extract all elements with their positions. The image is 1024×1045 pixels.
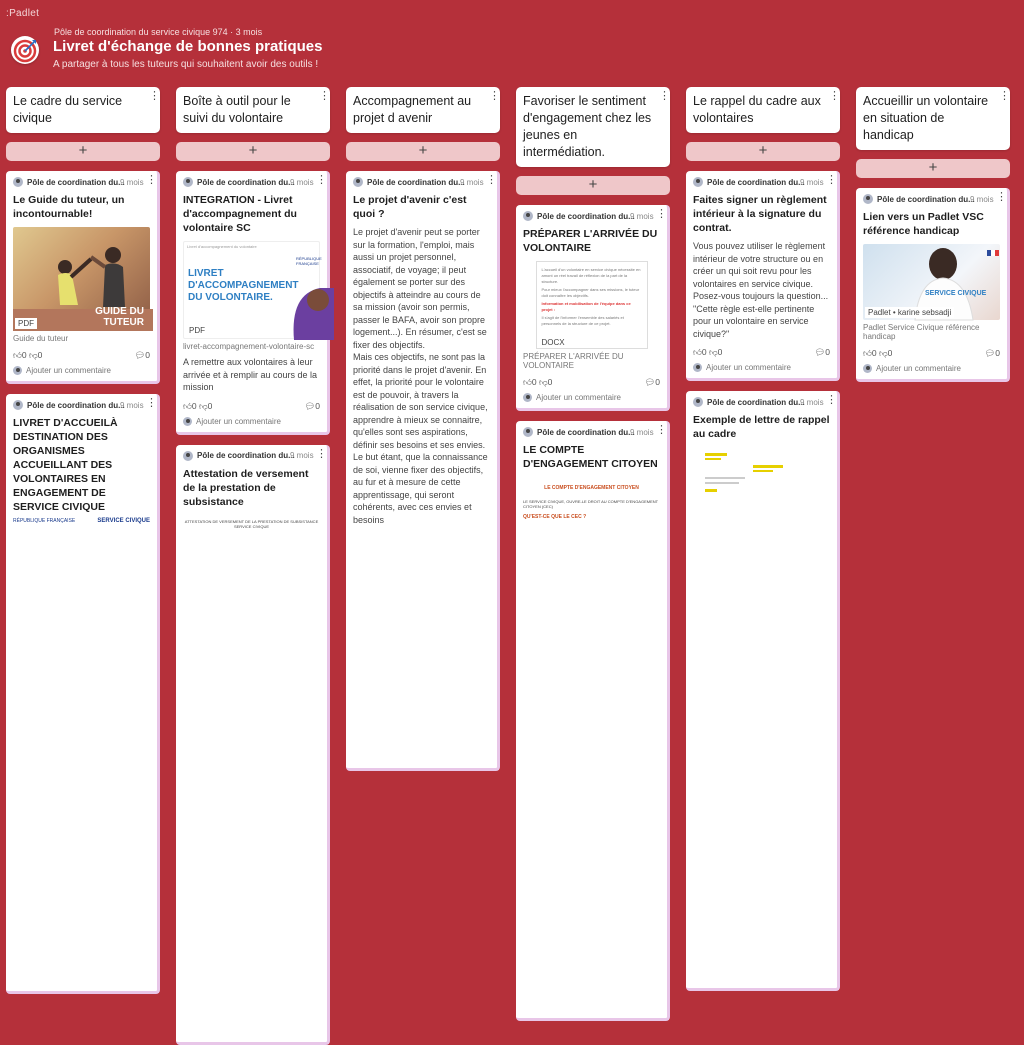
link-source: Padlet • karine sebsadji — [865, 307, 954, 318]
post-header — [13, 174, 157, 187]
post-time: 9 mois — [460, 177, 484, 187]
board-subtitle: A partager à tous les tuteurs qui souhaitent avoir des outils ! — [53, 59, 319, 70]
post-body: Vous pouvez utiliser le règlement intérieur de votre structure ou en créer un qui soit revu pour les volontaires en service civique. Posez-vous toujours la question... "Cette règle est-elle pertinente pour un volontaire en service civique?" — [693, 241, 829, 339]
like-count: 0 — [21, 350, 27, 360]
doc-line: L'accueil d'un volontaire en service civique nécessite en amont un réel travail de réflexion de la part de la structure. — [541, 267, 641, 284]
post-card[interactable] — [856, 188, 1010, 382]
column-engagement — [516, 87, 670, 1021]
avatar — [863, 194, 873, 204]
post-thumbnail[interactable] — [536, 261, 648, 349]
post-time: 9 mois — [800, 177, 824, 187]
avatar — [863, 364, 872, 373]
post-time: 9 mois — [630, 211, 654, 221]
column-title: Accueillir un volontaire en situation de handicap — [863, 94, 989, 142]
avatar — [183, 451, 193, 461]
attachment-type: PDF — [186, 325, 208, 336]
doc-header: Livret d'accompagnement du volontaire — [187, 244, 257, 249]
column-title: Le rappel du cadre aux volontaires — [693, 94, 821, 125]
avatar — [353, 177, 363, 187]
post-card[interactable] — [516, 421, 670, 1021]
comment-icon[interactable]: 💬︎ — [984, 348, 996, 358]
add-post-button[interactable]: + — [346, 142, 500, 161]
post-title: Faites signer un règlement intérieur à la signature du contrat. — [693, 194, 827, 234]
post-menu-icon[interactable]: ⋮ — [486, 174, 497, 186]
attachment-caption: Guide du tuteur — [13, 334, 69, 343]
post-card[interactable] — [686, 171, 840, 381]
post-menu-icon[interactable]: ⋮ — [656, 424, 667, 436]
post-title: Lien vers un Padlet VSC référence handicap — [863, 211, 984, 237]
column-handicap — [856, 87, 1010, 382]
post-card[interactable] — [176, 171, 330, 435]
column-menu-icon[interactable]: ⋮ — [149, 90, 160, 102]
post-title: Le Guide du tuteur, un incontournable! — [13, 194, 125, 220]
post-header — [353, 174, 497, 187]
like-icon[interactable]: 👍︎ — [863, 348, 872, 358]
dislike-icon[interactable]: 👎︎ — [879, 348, 888, 358]
avatar — [693, 397, 703, 407]
doc-question: QU'EST-CE QUE LE CEC ? — [523, 514, 587, 520]
post-thumbnail[interactable] — [863, 244, 1000, 320]
reaction-bar — [523, 377, 660, 388]
dislike-icon[interactable]: 👎︎ — [29, 350, 38, 360]
republique-logo: RÉPUBLIQUE FRANÇAISE — [13, 518, 76, 524]
add-comment[interactable] — [183, 417, 320, 426]
post-menu-icon[interactable]: ⋮ — [826, 394, 837, 406]
add-comment-label: Ajouter un commentaire — [706, 363, 791, 372]
post-time: 9 mois — [120, 400, 144, 410]
board-author[interactable]: Pôle de coordination du service civique 974 — [54, 27, 228, 37]
post-menu-icon[interactable]: ⋮ — [996, 191, 1007, 203]
doc-line: Pour mieux l'accompagner dans ses missions, le tuteur doit connaître les objectifs. — [541, 287, 640, 298]
doc-logos — [13, 518, 150, 524]
dislike-count: 0 — [887, 348, 893, 358]
add-comment-label: Ajouter un commentaire — [196, 416, 281, 426]
post-card[interactable] — [176, 445, 330, 1045]
post-body-paragraph: Mais ces objectifs, ne sont pas la priorité dans le projet d'avenir. En effet, la priorité pour le volontaire est de pouvoir, à travers la réalisation de son service civique, apprendre à mieux se connaitre, qu'elles sont ses aspirations, définir ses besoins et ses envies. Le but étant, que la connaissance de soi, vienne fixer des objectifs, au fur et à mesure de cette apprentissage, qui seront cohérents, avec ces envies et besoins — [353, 352, 488, 525]
post-time: 9 mois — [290, 177, 314, 187]
post-time: 9 mois — [800, 397, 824, 407]
doc-line: Information et mobilisation de l'équipe dans ce projet : — [541, 301, 631, 312]
column-rappel-cadre — [686, 87, 840, 991]
thumbnail-text: SERVICE CIVIQUE — [925, 290, 987, 297]
add-comment[interactable] — [863, 364, 1000, 373]
add-comment-label: Ajouter un commentaire — [876, 364, 961, 373]
comment-count: 0 — [655, 377, 660, 387]
post-header — [693, 174, 837, 187]
like-count: 0 — [871, 348, 877, 358]
column-projet-avenir — [346, 87, 500, 771]
board-age: 3 mois — [235, 27, 263, 37]
column-header — [856, 87, 1010, 150]
post-header — [183, 174, 327, 187]
doc-title: LE COMPTE D'ENGAGEMENT CITOYEN — [544, 485, 639, 491]
avatar — [693, 363, 702, 372]
like-count: 0 — [701, 347, 707, 357]
letter-preview — [705, 453, 815, 503]
post-header — [183, 447, 327, 461]
reaction-bar — [863, 348, 1000, 359]
service-civique-logo: SERVICE CIVIQUE — [97, 518, 150, 524]
post-header — [863, 191, 1007, 204]
column-menu-icon[interactable]: ⋮ — [489, 90, 500, 102]
comment-count: 0 — [315, 400, 320, 411]
post-card[interactable] — [346, 171, 500, 771]
column-header — [176, 87, 330, 133]
post-author: Pôle de coordination du... — [27, 400, 125, 410]
post-header — [13, 397, 157, 410]
post-title: LE COMPTE D'ENGAGEMENT CITOYEN — [523, 444, 658, 470]
comment-count: 0 — [825, 347, 830, 357]
column-title: Accompagnement au projet d avenir — [353, 94, 472, 125]
post-time: 9 mois — [630, 427, 654, 437]
add-post-button[interactable]: + — [6, 142, 160, 161]
doc-preview — [183, 519, 320, 529]
like-icon[interactable]: 👍︎ — [183, 400, 192, 411]
avatar — [523, 427, 533, 437]
comment-count: 0 — [995, 348, 1000, 358]
avatar — [523, 393, 532, 402]
padlet-brand[interactable]: :Padlet — [6, 8, 40, 19]
post-header — [523, 208, 667, 221]
post-menu-icon[interactable]: ⋮ — [316, 447, 327, 460]
add-post-button[interactable]: + — [686, 142, 840, 161]
post-thumbnail[interactable] — [13, 227, 150, 331]
post-card[interactable] — [686, 391, 840, 991]
post-time: 9 mois — [970, 194, 994, 204]
post-title: INTEGRATION - Livret d'accompagnement du volontaire SC — [183, 194, 297, 234]
post-menu-icon[interactable]: ⋮ — [146, 174, 157, 186]
board-logo-icon — [11, 36, 39, 64]
like-icon[interactable]: 👍︎ — [13, 350, 22, 360]
avatar — [13, 400, 23, 410]
post-header — [693, 394, 837, 407]
avatar — [523, 211, 533, 221]
column-title: Favoriser le sentiment d'engagement chez les jeunes en intermédiation. — [523, 94, 652, 159]
add-post-button[interactable]: + — [856, 159, 1010, 178]
post-title: PRÉPARER L'ARRIVÉE DU VOLONTAIRE — [523, 228, 658, 254]
column-header — [346, 87, 500, 133]
post-body-paragraph: Le projet d'avenir peut se porter sur la formation, l'emploi, mais aussi un projet personnel, associatif, de voyage; il peut également se porter sur des objectifs à atteindre au cours de sa mission (avoir son permis, passer le BAFA, avoir son propre logement...). En résumer, c'est se fixer des objectifs. — [353, 227, 487, 350]
post-card[interactable] — [6, 171, 160, 384]
post-author: Pôle de coordination du... — [197, 177, 295, 187]
avatar — [13, 366, 22, 375]
dislike-icon[interactable]: 👎︎ — [709, 347, 718, 357]
add-comment-label: Ajouter un commentaire — [26, 366, 111, 375]
post-menu-icon[interactable]: ⋮ — [656, 208, 667, 220]
post-title: Le projet d'avenir c'est quoi ? — [353, 194, 467, 220]
attachment-type: DOCX — [539, 339, 568, 347]
post-card[interactable] — [6, 394, 160, 994]
attachment-type: PDF — [15, 318, 37, 329]
like-icon[interactable]: 👍︎ — [693, 347, 702, 357]
column-title: Boîte à outil pour le suivi du volontaire — [183, 94, 291, 125]
board-title: Livret d'échange de bonnes pratiques — [53, 38, 323, 55]
column-title: Le cadre du service civique — [13, 94, 123, 125]
post-time: 9 mois — [290, 451, 314, 460]
like-count: 0 — [191, 400, 197, 411]
thumbnail-text: GUIDE DU TUTEUR — [95, 306, 144, 328]
dislike-icon[interactable]: 👎︎ — [539, 377, 548, 387]
post-title: LIVRET D'ACCUEILÀ DESTINATION DES ORGANISMES ACCUEILLANT DES VOLONTAIRES EN ENGAGEMENT DE SERVICE CIVIQUE — [13, 417, 118, 513]
column-menu-icon[interactable]: ⋮ — [659, 90, 670, 102]
post-author: Pôle de coordination du... — [707, 397, 805, 407]
add-post-button[interactable]: + — [516, 176, 670, 195]
add-post-button[interactable]: + — [176, 142, 330, 161]
comment-count: 0 — [145, 350, 150, 360]
avatar — [693, 177, 703, 187]
post-author: Pôle de coordination du... — [537, 211, 635, 221]
post-author: Pôle de coordination du... — [707, 177, 805, 187]
dislike-icon[interactable]: 👎︎ — [199, 400, 208, 411]
dislike-count: 0 — [37, 350, 43, 360]
post-author: Pôle de coordination du... — [197, 451, 295, 460]
post-author: Pôle de coordination du... — [27, 177, 125, 187]
post-menu-icon[interactable]: ⋮ — [826, 174, 837, 186]
column-menu-icon[interactable]: ⋮ — [829, 90, 840, 102]
column-header — [6, 87, 160, 133]
column-cadre — [6, 87, 160, 994]
column-boite-outil — [176, 87, 330, 1045]
link-caption: Padlet Service Civique référence handicap — [863, 323, 980, 341]
doc-subtitle: SERVICE CIVIQUE — [233, 523, 270, 529]
post-title: Attestation de versement de la prestation de subsistance — [183, 467, 309, 508]
add-comment[interactable] — [523, 393, 660, 402]
board-meta: Pôle de coordination du service civique 974 · 3 mois — [54, 27, 263, 37]
comment-icon[interactable]: 💬︎ — [304, 400, 316, 411]
post-menu-icon[interactable]: ⋮ — [146, 397, 157, 409]
attachment-caption: livret-accompagnement-volontaire-sc — [183, 342, 315, 351]
add-comment[interactable] — [693, 363, 830, 372]
comment-icon[interactable]: 💬︎ — [134, 350, 146, 360]
republique-logo: RÉPUBLIQUE FRANÇAISE — [296, 256, 322, 266]
like-icon[interactable]: 👍︎ — [523, 377, 532, 387]
post-author: Pôle de coordination du... — [367, 177, 465, 187]
doc-line: Il s'agit de l'informer l'ensemble des salariés et personnels de la structure de ce projet. — [541, 315, 624, 326]
dislike-count: 0 — [717, 347, 723, 357]
post-time: 9 mois — [120, 177, 144, 187]
add-comment[interactable] — [13, 366, 150, 375]
avatar — [183, 417, 192, 426]
attachment-caption: PRÉPARER L'ARRIVÉE DU VOLONTAIRE — [523, 352, 624, 370]
post-header — [523, 424, 667, 437]
dislike-count: 0 — [547, 377, 553, 387]
reaction-bar — [183, 401, 320, 412]
avatar — [183, 177, 193, 187]
doc-title: ATTESTATION DE VERSEMENT DE LA PRESTATION DE SUBSISTANCE — [184, 518, 319, 524]
post-body: A remettre aux volontaires à leur arrivée et à remplir au cours de la mission — [183, 357, 318, 392]
add-comment-label: Ajouter un commentaire — [536, 393, 621, 402]
column-header — [686, 87, 840, 133]
doc-subtitle: LE SERVICE CIVIQUE, OUVRE-LE DROIT AU COMPTE D'ENGAGEMENT CITOYEN (CEC) — [523, 499, 659, 509]
comment-icon[interactable]: 💬︎ — [814, 347, 826, 357]
post-menu-icon[interactable]: ⋮ — [316, 174, 327, 186]
post-thumbnail[interactable] — [183, 241, 320, 339]
post-author: Pôle de coordination du... — [537, 427, 635, 437]
like-count: 0 — [531, 377, 537, 387]
dislike-count: 0 — [207, 400, 213, 411]
thumbnail-text: LIVRET D'ACCOMPAGNEMENT DU VOLONTAIRE. — [188, 268, 299, 303]
comment-icon[interactable]: 💬︎ — [644, 377, 656, 387]
column-menu-icon[interactable]: ⋮ — [319, 90, 330, 102]
column-menu-icon[interactable]: ⋮ — [999, 90, 1010, 102]
post-card[interactable] — [516, 205, 670, 411]
avatar — [13, 177, 23, 187]
reaction-bar — [13, 350, 150, 361]
column-header — [516, 87, 670, 167]
post-title: Exemple de lettre de rappel au cadre — [693, 414, 830, 440]
reaction-bar — [693, 347, 830, 358]
post-author: Pôle de coordination du... — [877, 194, 975, 204]
